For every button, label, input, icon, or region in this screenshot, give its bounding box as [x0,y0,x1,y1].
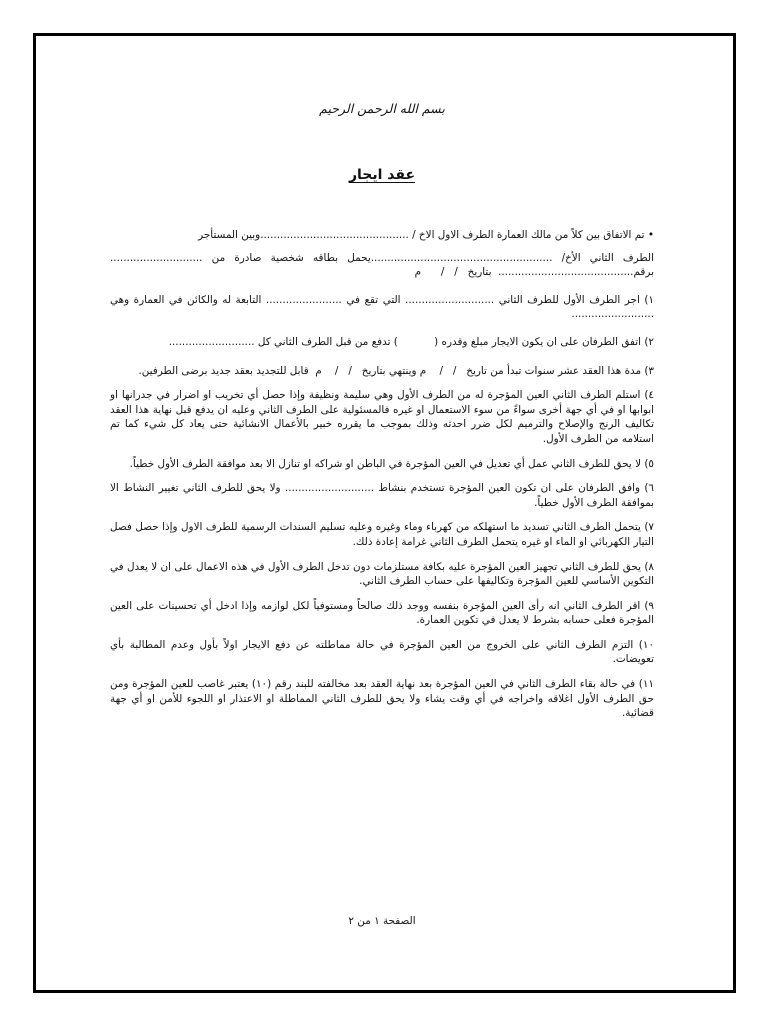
clause-2: ٢) اتفق الطرفان على ان يكون الايجار مبلغ وقدره ( ) تدفع من قبل الطرف الثاني كل .......................... [168,335,654,348]
clause-4: ٤) استلم الطرف الثاني العين المؤجرة له من الطرف الأول وهي سليمة ونظيفة وإذا حصل أي تخريب او اضرار في جدرانها او ابوابها او في أي جهة أخرى سواءً من سوء الاستعمال او غيره فالمسئولية على الطرف الثاني وعليه ان يدفع قبل نهاية هذا العقد تكاليف الرنج والإصلاح والترميم لكل ضرر احدثه وذلك بموجب ما يقرره خبير بالأعمال الانشائية حتى يعاد كل شيء كما تم استلامه من الطرف الأول. [106,389,654,445]
clause-5: ٥) لا يحق للطرف الثاني عمل أي تعديل في العين المؤجرة في الباطن او شراكه او تنازل الا بعد موافقة الطرف الأول خطياً. [129,457,654,470]
clause-7: ٧) يتحمل الطرف الثاني تسديد ما استهلكه من كهرباء وماء وغيره وعليه تسليم السندات الرسمية للطرف الاول وإذا حصل فصل التيار الكهربائي او الماء او غيره يتحمل الطرف الثاني غرامة إعادة ذلك. [106,521,654,548]
basmala-heading: بسم الله الرحمن الرحيم [319,101,445,116]
page-border-shadow-line [33,991,736,992]
clause-9: ٩) اقر الطرف الثاني انه رأى العين المؤجرة بنفسه ووجد ذلك صالحاً ومستوفياً لكل لوازمه وإذا ادخل أي تحسينات على العين المؤجرة فعلى حسابه بشرط لا يعدل في تكوين العمارة. [106,599,654,627]
clause-8: ٨) يحق للطرف الثاني تجهيز العين المؤجرة عليه بكافة مستلزمات دون تدخل الطرف الأول في هذه الاعمال على ان لا يعدل في التكوين الأساسي للعين المؤجرة وتكاليفها على حساب الطرف الثاني. [106,560,654,588]
clause-6: ٦) وافق الطرفان على ان تكون العين المؤجرة تستخدم بنشاط ........................... ولا يحق للطرف الثاني تغيير النشاط الا بموافقة الطرف الأول خطياً. [106,482,654,509]
clause-3: ٣) مدة هذا العقد عشر سنوات تبدأ من تاريخ / / م وينتهي بتاريخ / / م قابل للتجديد بعقد جديد برضى الطرفين. [138,364,654,377]
page-number-footer: الصفحة ١ من ٢ [348,915,416,927]
second-party-clause: الطرف الثاني الأخ/ .......................................................يحمل بطاقه شخصية صادرة من ............................ برقم......................................... بتاريخ / / م [106,251,654,279]
clause-1: ١) اجر الطرف الأول للطرف الثاني ........................... التي تقع في ....................... التابعة له والكائن في العمارة وهي ......................... [106,293,654,321]
contract-title: عقد ايجار [348,167,416,183]
clause-10: ١٠) التزم الطرف الثاني على الخروج من العين المؤجرة في حالة مماطلته عن دفع الايجار اولاً بأول وعدم المطالبة بأي تعويضات. [106,638,654,666]
clause-11: ١١) في حالة بقاء الطرف الثاني في العين المؤجرة بعد نهاية العقد بعد مخالفته للبند رقم (١٠) يعتبر غاصب للعين المؤجرة ومن حق الطرف الأول اغلاقه واخراجه في أي وقت يشاء ولا يحق للطرف الثاني المماطلة او الاعتذار او اللجوء للأمن او أي جهة قضائية. [106,678,654,720]
contract-intro-clause: • تم الاتفاق بين كلاً من مالك العمارة الطرف الاول الاخ / .............................................وبين المستأجر [198,229,654,241]
document-body [106,96,654,721]
